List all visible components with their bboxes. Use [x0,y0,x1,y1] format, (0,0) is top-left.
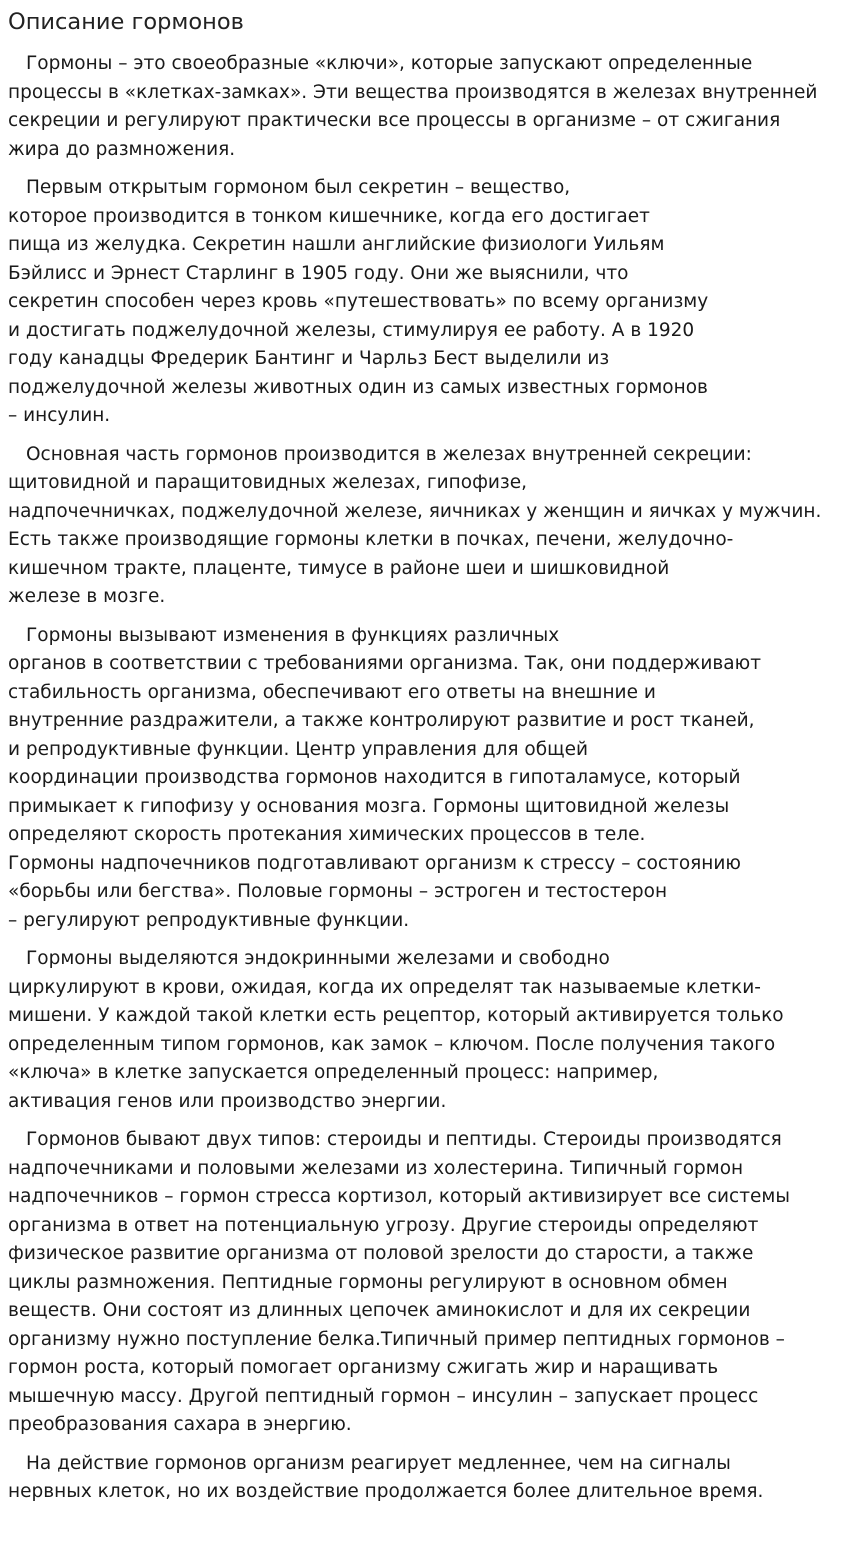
paragraph-line: На действие гормонов организм реагирует медленнее, чем на сигналы [26,1452,731,1474]
paragraph-line: циклы размножения. Пептидные гормоны регулируют в основном обмен [8,1271,728,1293]
paragraph-line: Гормоны надпочечников подготавливают организм к стрессу – состоянию [8,852,741,874]
paragraph-line: координации производства гормонов находится в гипоталамусе, который [8,767,741,788]
paragraph-line: активация генов или производство энергии. [8,1090,447,1112]
paragraph-7 [8,1450,839,1507]
paragraph-3 [8,441,839,612]
paragraph-line: организму нужно поступление белка.Типичный пример пептидных гормонов – [8,1328,785,1350]
paragraph-line: Гормоны вызывают изменения в функциях различных [26,624,560,646]
paragraph-line: «ключа» в клетке запускается определенный процесс: например, [8,1062,659,1083]
paragraph-line: физическое развитие организма от половой зрелости до старости, а также [8,1243,754,1264]
paragraph-line: надпочечничках, поджелудочной железе, яичниках у женщин и яичках у мужчин. [8,500,822,522]
paragraph-line: процессы в «клетках-замках». Эти вещества производятся в железах внутренней [8,81,818,103]
paragraph-line: гормон роста, который помогает организму сжигать жир и наращивать [8,1357,719,1378]
paragraph-line: Гормоны – это своеобразные «ключи», которые запускают определенные [26,53,753,74]
paragraph-line: жира до размножения. [8,138,236,160]
paragraph-line: определяют скорость протекания химических процессов в теле. [8,824,646,845]
paragraph-line: и репродуктивные функции. Центр управления для общей [8,738,588,760]
paragraph-line: щитовидной и паращитовидных железах, гипофизе, [8,472,528,493]
paragraph-line: органов в соответствии с требованиями организма. Так, они поддерживают [8,653,761,674]
paragraph-line: стабильность организма, обеспечивают его ответы на внешние и [8,681,656,703]
paragraph-1 [8,50,839,164]
paragraph-line: кишечном тракте, плаценте, тимусе в районе шеи и шишковидной [8,557,670,579]
paragraph-line: примыкает к гипофизу у основания мозга. Гормоны щитовидной железы [8,795,730,817]
paragraph-line: мышечную массу. Другой пептидный гормон – инсулин – запускает процесс [8,1385,759,1407]
paragraph-4 [8,622,839,936]
paragraph-line: Первым открытым гормоном был секретин – вещество, [26,177,571,198]
paragraph-line: Гормоны выделяются эндокринными железами и свободно [26,948,610,969]
paragraph-line: циркулируют в крови, ожидая, когда их определят так называемые клетки- [8,976,761,998]
paragraph-line: – инсулин. [8,405,111,426]
paragraph-line: – регулируют репродуктивные функции. [8,909,410,931]
paragraph-line: надпочечниками и половыми железами из холестерина. Типичный гормон [8,1157,744,1179]
paragraph-line: нервных клеток, но их воздействие продолжается более длительное время. [8,1481,764,1502]
paragraph-line: Гормонов бывают двух типов: стероиды и пептиды. Стероиды производятся [26,1129,782,1150]
paragraph-line: Бэйлисс и Эрнест Старлинг в 1905 году. Они же выяснили, что [8,262,629,284]
paragraph-6 [8,1126,839,1440]
paragraph-line: преобразования сахара в энергию. [8,1414,352,1435]
paragraph-line: железе в мозге. [8,586,166,607]
paragraph-line: которое производится в тонком кишечнике, когда его достигает [8,205,650,227]
paragraph-line: секретин способен через кровь «путешествовать» по всему организму [8,291,709,312]
paragraph-2 [8,174,839,431]
paragraph-line: мишени. У каждой такой клетки есть рецептор, который активируется только [8,1005,784,1026]
paragraph-line: надпочечников – гормон стресса кортизол, который активизирует все системы [8,1186,790,1207]
paragraph-line: веществ. Они состоят из длинных цепочек аминокислот и для их секреции [8,1300,751,1321]
paragraph-line: и достигать поджелудочной железы, стимулируя ее работу. А в 1920 [8,319,695,341]
paragraph-line: определенным типом гормонов, как замок – ключом. После получения такого [8,1033,776,1055]
paragraph-line: пища из желудка. Секретин нашли английские физиологи Уильям [8,234,665,255]
paragraph-line: внутренние раздражители, а также контролируют развитие и рост тканей, [8,710,755,731]
paragraph-line: поджелудочной железы животных один из самых известных гормонов [8,376,708,398]
page-title: Описание гормонов [8,9,244,35]
paragraph-line: организма в ответ на потенциальную угрозу. Другие стероиды определяют [8,1214,759,1236]
paragraph-line: «борьбы или бегства». Половые гормоны – эстроген и тестостерон [8,881,668,902]
paragraph-line: секреции и регулируют практически все процессы в организме – от сжигания [8,110,781,131]
paragraph-5 [8,945,839,1116]
paragraph-line: году канадцы Фредерик Бантинг и Чарльз Бест выделили из [8,348,610,369]
paragraph-line: Есть также производящие гормоны клетки в почках, печени, желудочно- [8,529,734,550]
paragraph-line: Основная часть гормонов производится в железах внутренней секреции: [26,443,752,465]
